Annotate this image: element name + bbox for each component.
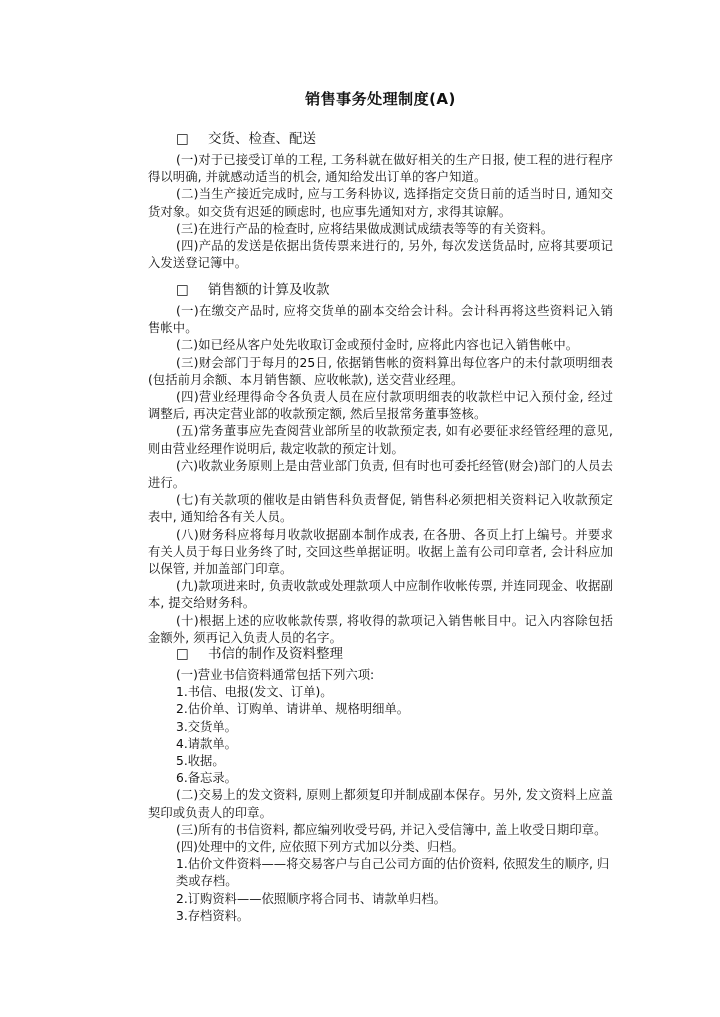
section-heading <box>148 645 613 667</box>
list-item: 1.书信、电报(发文、订单)。 <box>176 685 333 700</box>
section-heading <box>148 130 613 152</box>
paragraph: (三)所有的书信资料, 都应编列收受号码, 并记入受信簿中, 盖上收受日期印章。 <box>176 822 607 837</box>
paragraph: (一)对于已接受订单的工程, 工务科就在做好相关的生产日报, 使工程的进行程序得以明确, 并就感动适当的机会, 通知给发出订单的客户知道。 <box>148 153 613 185</box>
paragraph: (十)根据上述的应收帐款传票, 将收得的款项记入销售帐目中。记入内容除包括金额外, 须再记入负责人员的名字。 <box>148 613 613 645</box>
list-item: 2.估价单、订购单、请讲单、规格明细单。 <box>176 702 410 717</box>
list-item: 3.存档资料。 <box>176 908 250 923</box>
paragraph: (八)财务科应将每月收款收据副本制作成表, 在各册、各页上打上编号。并要求有关人员于每日业务终了时, 交回这些单据证明。收据上盖有公司印章者, 会计科应加以保管, 并加盖部门印章。 <box>148 527 613 577</box>
section-heading-text: 交货、检查、配送 <box>208 131 316 147</box>
checkbox-icon: □ <box>176 646 189 662</box>
paragraph: (二)当生产接近完成时, 应与工务科协议, 选择指定交货日前的适当时日, 通知交货对象。如交货有迟延的顾虑时, 也应事先通知对方, 求得其谅解。 <box>148 187 613 219</box>
paragraph: (五)常务董事应先查阅营业部所呈的收款预定表, 如有必要征求经管经理的意见, 则由营业经理作说明后, 裁定收款的预定计划。 <box>148 424 613 456</box>
list-item: 3.交货单。 <box>176 719 237 734</box>
document-title: 销售事务处理制度(A) <box>305 90 456 108</box>
paragraph: (一)在缴交产品时, 应将交货单的副本交给会计科。会计科再将这些资料记入销售帐中。 <box>148 304 613 336</box>
paragraph: (四)产品的发送是依据出货传票来进行的, 另外, 每次发送货品时, 应将其要项记入发送登记簿中。 <box>148 239 613 271</box>
paragraph: (六)收款业务原则上是由营业部门负责, 但有时也可委托经管(财会)部门的人员去进行。 <box>148 458 613 491</box>
section-correspondence <box>148 645 613 925</box>
section-heading-text: 销售额的计算及收款 <box>208 282 330 298</box>
list-item: 5.收据。 <box>176 754 225 769</box>
paragraph: (七)有关款项的催收是由销售科负责督促, 销售科必须把相关资料记入收款预定表中, 通知给各有关人员。 <box>148 493 613 525</box>
section-delivery <box>148 130 613 272</box>
paragraph: (四)营业经理得命令各负责人员在应付款项明细表的收款栏中记入预付金, 经过调整后, 再决定营业部的收款预定额, 然后呈报常务董事签核。 <box>148 390 613 422</box>
list-item: 6.备忘录。 <box>176 771 237 786</box>
section-heading <box>148 281 613 303</box>
section-sales-collection <box>148 281 613 647</box>
paragraph: (三)在进行产品的检查时, 应将结果做成测试成绩表等等的有关资料。 <box>176 221 554 236</box>
paragraph: (二)如已经从客户处先收取订金或预付金时, 应将此内容也记入销售帐中。 <box>176 338 579 353</box>
list-item: 2.订购资料——依照顺序将合同书、请款单归档。 <box>176 891 446 906</box>
list-item: 1.估价文件资料——将交易客户与自己公司方面的估价资料, 依照发生的顺序, 归类或存档。 <box>176 857 610 889</box>
paragraph: (九)款项进来时, 负责收款或处理款项人中应制作收帐传票, 并连同现金、收据副本, 提交给财务科。 <box>148 579 613 611</box>
list-line: (一)营业书信资料通常包括下列六项: <box>176 668 375 682</box>
paragraph: (三)财会部门于每月的25日, 依据销售帐的资料算出每位客户的未付款项明细表(包括前月余额、本月销售额、应收帐款), 送交营业经理。 <box>148 355 613 387</box>
checkbox-icon: □ <box>176 282 189 298</box>
list-line: (四)处理中的文件, 应依照下列方式加以分类、归档。 <box>176 840 464 855</box>
list-item: 4.请款单。 <box>176 736 237 751</box>
paragraph: (二)交易上的发文资料, 原则上都须复印并制成副本保存。另外, 发文资料上应盖契印或负责人的印章。 <box>148 788 613 820</box>
section-heading-text: 书信的制作及资料整理 <box>208 646 343 662</box>
checkbox-icon: □ <box>176 131 189 147</box>
